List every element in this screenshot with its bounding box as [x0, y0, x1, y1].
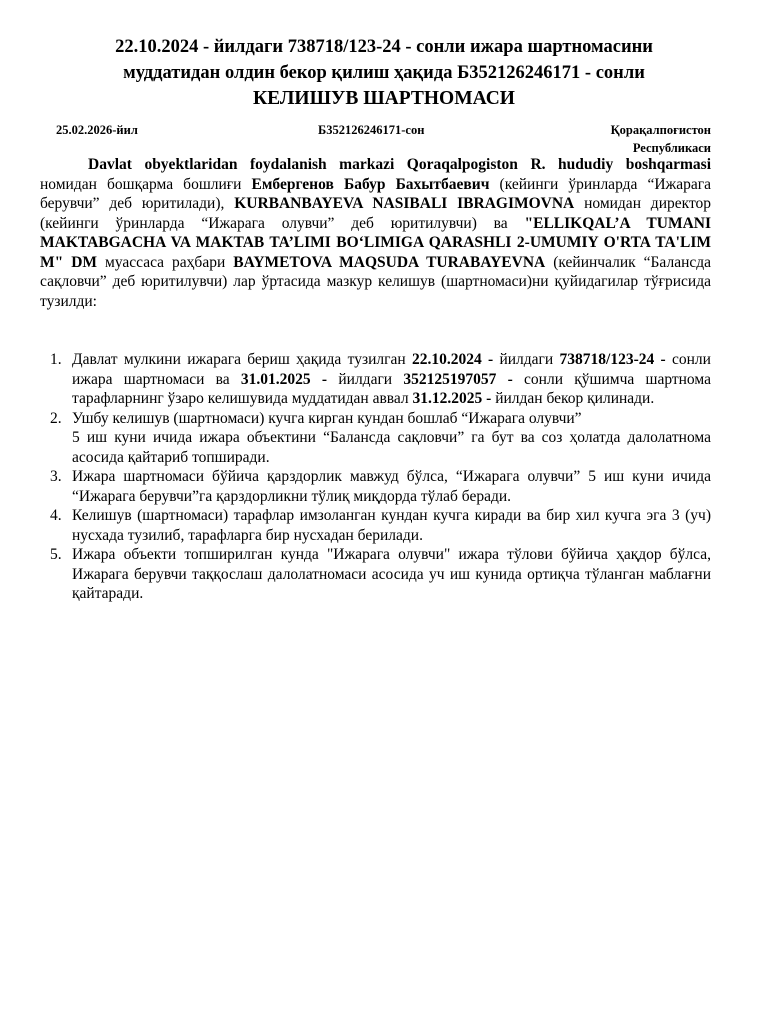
- item-text: Келишув (шартномаси) тарафлар имзоланган кундан кучга киради ва бир хил кучга эга 3 (уч) нусхада тузилиб, тарафларга бир нусхадан берилади.: [72, 507, 711, 544]
- document-number: Б352126246171-сон: [318, 123, 425, 137]
- intro-text: номидан директор (кейинги ўринларда “Ижарага олувчи” деб юритилувчи) ва: [40, 195, 712, 232]
- item-text: сонли ижара шартномаси ва: [72, 351, 711, 388]
- terms-list: [40, 350, 711, 604]
- title-line-2: муддатидан олдин бекор қилиш ҳақида Б352126246171 - сонли: [123, 63, 645, 83]
- place-line-1: Қорақалпоғистон: [610, 123, 711, 137]
- item-text: Ушбу келишув (шартномаси) кучга кирган кундан бошлаб “Ижарага олувчи”: [72, 409, 582, 427]
- balance-holder-head-name: BAYMETOVA MAQSUDA TURABAYEVNA: [233, 253, 546, 271]
- intro-text: муассаса раҳбари: [97, 253, 234, 271]
- termination-date: 31.12.2025 -: [412, 390, 492, 407]
- item-text: сонли қўшимча шартнома тарафларнинг ўзаро келишувида муддатидан аввал: [72, 370, 711, 407]
- list-item-number: 1.: [50, 351, 62, 368]
- intro-paragraph: [40, 155, 711, 311]
- contract-number: 738718/123-24 -: [559, 351, 666, 368]
- list-item-number: 3.: [50, 468, 62, 485]
- item-text: 5 иш куни ичида ижара объектини “Балансда сақловчи” га бут ва соз ҳолатда далолатнома асосида қайтариб топширади.: [72, 429, 711, 466]
- list-item-number: 4.: [50, 507, 62, 524]
- item-text: Ижара шартномаси бўйича қарздорлик мавжуд бўлса, “Ижарага олувчи” 5 иш куни ичида “Ижарага берувчи”га қарздорликни тўлиқ миқдорда тўлаб беради.: [72, 468, 711, 505]
- item-text: йилдаги: [327, 370, 404, 388]
- document-meta: [56, 121, 711, 157]
- lessee-name: KURBANBAYEVA NASIBALI IBRAGIMOVNA: [234, 195, 575, 212]
- document-date: 25.02.2026-йил: [56, 123, 138, 137]
- item-text: Ижара объекти топширилган кунда "Ижарага олувчи" ижара тўлови бўйича ҳақдор бўлса, Ижарага берувчи таққослаш далолатномаси асосида уч иш кунида ортиқча тўланган маблағни қайтаради.: [72, 546, 711, 602]
- intro-text: (кейинги ўринларда “Ижарага берувчи” деб юритилади),: [40, 175, 711, 212]
- title-line-3: КЕЛИШУВ ШАРТНОМАСИ: [253, 88, 515, 109]
- list-item: [40, 545, 711, 604]
- item-text: йилдан бекор қилинади.: [491, 390, 655, 407]
- addendum-date: 31.01.2025 -: [240, 370, 328, 388]
- list-item-number: 5.: [50, 546, 62, 563]
- list-item: [40, 409, 711, 468]
- place-line-2: Республикаси: [632, 141, 711, 155]
- item-text: Давлат мулкини ижарага бериш ҳақида тузилган: [72, 351, 412, 368]
- title-line-1: 22.10.2024 - йилдаги 738718/123-24 - сонли ижара шартномасини: [115, 37, 653, 57]
- list-item: [40, 350, 711, 409]
- intro-text: (кейинчалик “Балансда сақловчи” деб юритилувчи) лар ўртасида мазкур келишув (шартномаси)ни қуйидагилар тўғрисида тузилди:: [40, 253, 712, 310]
- item-text: йилдаги: [493, 351, 560, 368]
- document-place: [551, 121, 711, 157]
- contract-date: 22.10.2024 -: [411, 351, 494, 368]
- lessor-head-name: Ембергенов Бабур Бахытбаевич: [251, 175, 490, 193]
- list-item-number: 2.: [50, 409, 62, 427]
- list-item: [40, 467, 711, 506]
- lessor-organization: Davlat obyektlaridan foydalanish markazi Qoraqalpogiston R. hududiy boshqarmasi: [88, 156, 711, 173]
- list-item: [40, 506, 711, 545]
- addendum-number: 352125197057 -: [403, 370, 513, 388]
- intro-text: номидан бошқарма бошлиғи: [40, 175, 252, 193]
- balance-holder-organization: "ELLIKQAL’A TUMANI MAKTABGACHA VA MAKTAB TA’LIMI BO‘LIMIGA QARASHLI 2-UMUMIY O'RTA TA'LIM M" DM: [40, 214, 711, 271]
- document-title: [40, 34, 728, 112]
